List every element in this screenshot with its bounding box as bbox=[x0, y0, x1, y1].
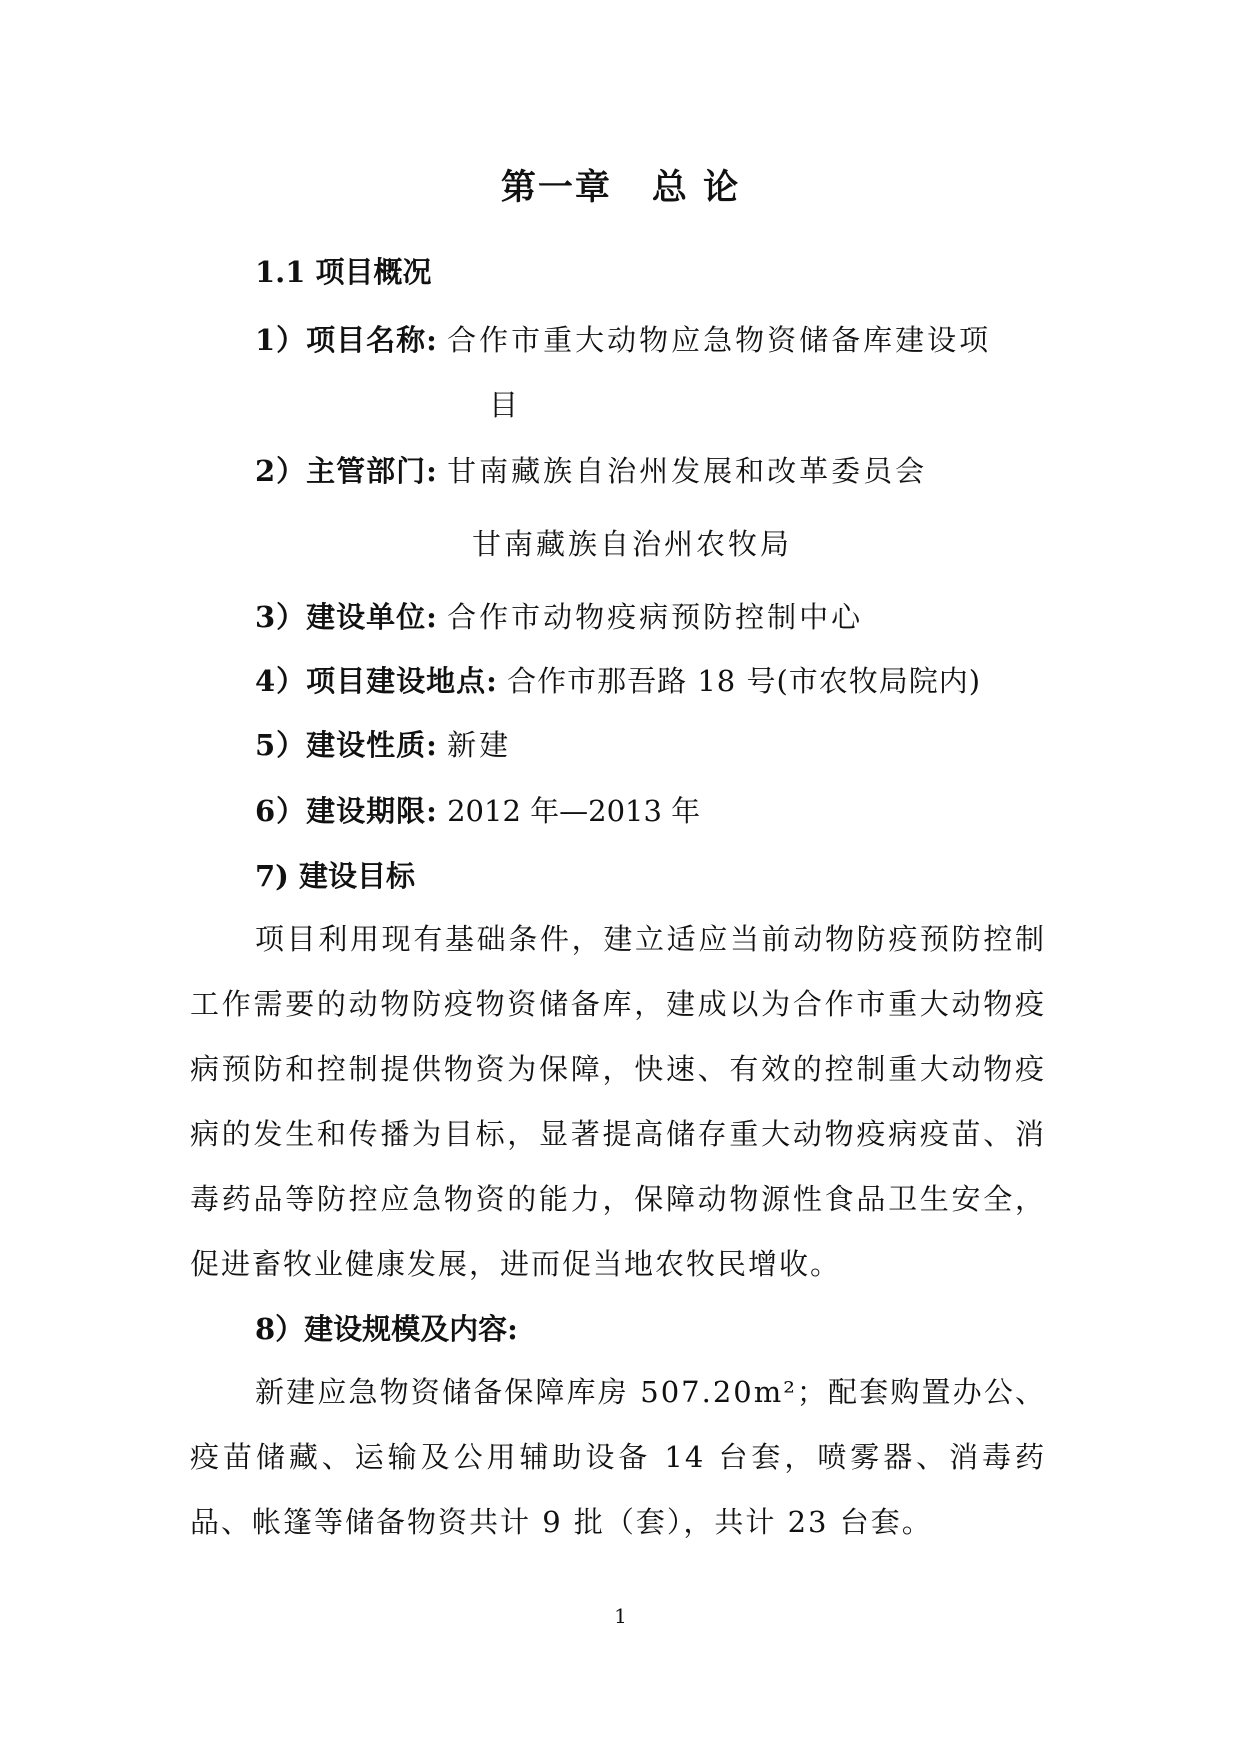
goal-paragraph: 项目利用现有基础条件，建立适应当前动物防疫预防控制工作需要的动物防疫物资储备库，建成以为合作市重大动物疫病预防和控制提供物资为保障，快速、有效的控制重大动物疫病的发生和传播为目标，显著提高储存重大动物疫病疫苗、消毒药品等防控应急物资的能力，保障动物源性食品卫生安全，促进畜牧业健康发展，进而促当地农牧民增收。 bbox=[190, 922, 1046, 1281]
item-project-name bbox=[255, 318, 991, 359]
item-period bbox=[255, 789, 700, 830]
item-nature bbox=[255, 723, 511, 764]
item-label: 3）建设单位: bbox=[255, 600, 438, 634]
section-heading: 1.1 项目概况 bbox=[255, 255, 432, 289]
item-value-continued: 甘南藏族自治州农牧局 bbox=[472, 527, 793, 561]
item-builder bbox=[255, 595, 863, 636]
chapter-prefix: 第一章 bbox=[500, 167, 612, 208]
item-value-continued: 目 bbox=[489, 388, 522, 422]
item-label: 1）项目名称: bbox=[255, 323, 438, 357]
item-label: 4）项目建设地点: bbox=[255, 664, 498, 698]
scale-heading: 8）建设规模及内容: bbox=[255, 1312, 518, 1346]
item-value: 合作市重大动物应急物资储备库建设项 bbox=[447, 323, 992, 357]
goal-heading: 7) 建设目标 bbox=[255, 859, 415, 893]
scale-paragraph: 新建应急物资储备保障库房 507.20m²；配套购置办公、疫苗储藏、运输及公用辅助设备 14 台套，喷雾器、消毒药品、帐篷等储备物资共计 9 批（套），共计 23 台套。 bbox=[190, 1375, 1046, 1539]
item-label: 6）建设期限: bbox=[255, 794, 438, 828]
item-value: 甘南藏族自治州发展和改革委员会 bbox=[447, 454, 928, 488]
chapter-title bbox=[0, 160, 1241, 210]
item-label: 5）建设性质: bbox=[255, 728, 438, 762]
item-value: 合作市动物疫病预防控制中心 bbox=[447, 600, 864, 634]
item-value: 新建 bbox=[447, 728, 512, 762]
item-value: 2012 年—2013 年 bbox=[447, 794, 701, 828]
item-label: 2）主管部门: bbox=[255, 454, 438, 488]
page-number: 1 bbox=[614, 1604, 627, 1628]
item-department bbox=[255, 449, 927, 490]
item-location bbox=[255, 659, 981, 700]
item-value: 合作市那吾路 18 号(市农牧局院内) bbox=[507, 664, 982, 698]
chapter-name: 总 论 bbox=[651, 167, 741, 208]
